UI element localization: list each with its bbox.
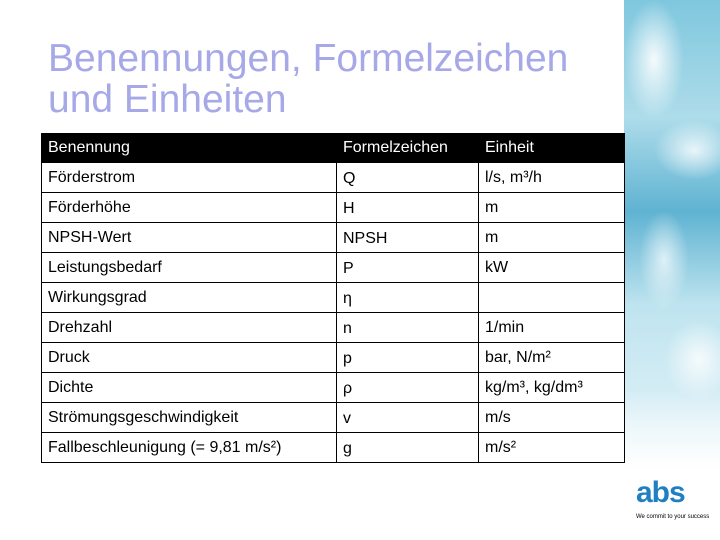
cell-einheit: m/s [479, 403, 625, 433]
symbol-text: NPSH [343, 230, 388, 247]
table-row [42, 253, 625, 283]
cell-benennung: NPSH-Wert [42, 223, 337, 253]
units-table [41, 133, 625, 463]
column-header-einheit: Einheit [479, 134, 625, 163]
table-row [42, 223, 625, 253]
symbol-text: v [343, 410, 351, 427]
cell-benennung: Förderstrom [42, 163, 337, 193]
symbol-text: Q [343, 170, 356, 187]
table-row [42, 313, 625, 343]
table-row [42, 373, 625, 403]
cell-einheit: 1/min [479, 313, 625, 343]
symbol-text: η [343, 290, 352, 307]
water-decoration-image [624, 0, 720, 470]
cell-formelzeichen [337, 283, 479, 313]
cell-formelzeichen [337, 313, 479, 343]
cell-benennung: Fallbeschleunigung (= 9,81 m/s²) [42, 433, 337, 463]
cell-formelzeichen [337, 193, 479, 223]
symbol-text: g [343, 440, 352, 457]
column-header-formelzeichen: Formelzeichen [337, 134, 479, 163]
cell-formelzeichen [337, 403, 479, 433]
cell-benennung: Dichte [42, 373, 337, 403]
cell-einheit: m [479, 193, 625, 223]
cell-benennung: Druck [42, 343, 337, 373]
cell-formelzeichen [337, 373, 479, 403]
cell-formelzeichen [337, 343, 479, 373]
symbol-text: ρ [343, 380, 353, 397]
symbol-text: n [343, 320, 352, 337]
cell-benennung: Leistungsbedarf [42, 253, 337, 283]
symbol-text: P [343, 260, 354, 277]
table-row [42, 403, 625, 433]
table-header-row [42, 134, 625, 163]
cell-benennung: Drehzahl [42, 313, 337, 343]
cell-formelzeichen [337, 163, 479, 193]
cell-einheit [479, 283, 625, 313]
logo-tagline: We commit to your success [636, 514, 710, 520]
slide-title: Benennungen, Formelzeichen und Einheiten [48, 37, 569, 121]
table-row [42, 343, 625, 373]
cell-formelzeichen [337, 253, 479, 283]
logo-wordmark: abs [636, 476, 685, 509]
symbol-text: H [343, 200, 355, 217]
cell-benennung: Strömungsgeschwindigkeit [42, 403, 337, 433]
table-row [42, 193, 625, 223]
table-row [42, 163, 625, 193]
table-row [42, 283, 625, 313]
cell-einheit: bar, N/m² [479, 343, 625, 373]
cell-formelzeichen [337, 433, 479, 463]
column-header-benennung: Benennung [42, 134, 337, 163]
cell-einheit: m/s² [479, 433, 625, 463]
cell-benennung: Förderhöhe [42, 193, 337, 223]
cell-einheit: m [479, 223, 625, 253]
cell-einheit: kW [479, 253, 625, 283]
cell-einheit: kg/m³, kg/dm³ [479, 373, 625, 403]
cell-benennung: Wirkungsgrad [42, 283, 337, 313]
symbol-text: p [343, 350, 352, 367]
cell-formelzeichen [337, 223, 479, 253]
table-row [42, 433, 625, 463]
abs-logo [636, 478, 712, 528]
cell-einheit: l/s, m³/h [479, 163, 625, 193]
